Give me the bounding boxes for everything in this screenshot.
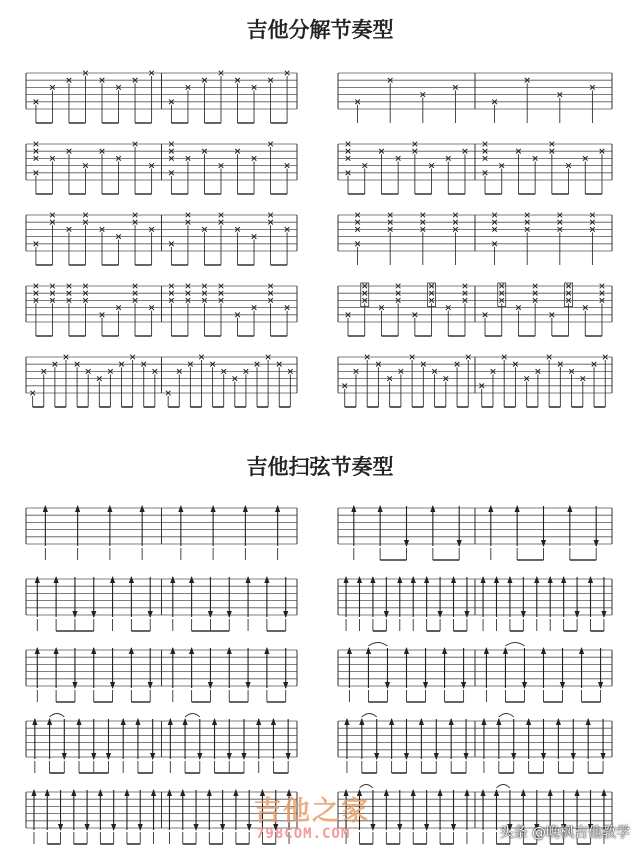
strum-up-arrow-head: [411, 576, 416, 583]
strum-up-arrow-head: [389, 718, 394, 725]
tie-arc: [496, 785, 509, 789]
strum-up-arrow-head: [588, 576, 593, 583]
strum-up-arrow-head: [397, 576, 402, 583]
strum-down-arrow-head: [241, 753, 246, 760]
tie-arc: [362, 714, 377, 718]
strum-down-arrow-head: [560, 682, 565, 689]
strum-up-arrow-head: [178, 505, 183, 512]
strum-down-arrow-head: [423, 682, 428, 689]
tie-arc: [368, 643, 387, 647]
strum-up-arrow-head: [54, 647, 59, 654]
strum-up-arrow-head: [129, 647, 134, 654]
tie-arc: [50, 714, 65, 718]
strum-up-arrow-head: [494, 576, 499, 583]
strum-up-arrow-head: [404, 647, 409, 654]
strum-down-arrow-head: [385, 682, 390, 689]
strum-up-arrow-head: [366, 647, 371, 654]
strum-up-arrow-head: [419, 718, 424, 725]
strum-down-arrow-head: [370, 824, 375, 831]
strum-down-arrow-head: [227, 753, 232, 760]
strum-down-arrow-head: [193, 824, 198, 831]
strum-down-arrow-head: [404, 753, 409, 760]
strum-up-arrow-head: [110, 576, 115, 583]
strum-up-arrow-head: [207, 789, 212, 796]
strum-down-arrow-head: [227, 611, 232, 618]
strum-up-arrow-head: [107, 505, 112, 512]
strum-up-arrow-head: [526, 718, 531, 725]
strum-down-arrow-head: [424, 824, 429, 831]
strum-up-arrow-head: [170, 576, 175, 583]
strum-down-arrow-head: [397, 824, 402, 831]
strum-down-arrow-head: [434, 753, 439, 760]
strum-up-arrow-head: [480, 789, 485, 796]
strum-up-arrow-head: [98, 789, 103, 796]
strum-up-arrow-head: [124, 789, 129, 796]
strum-up-arrow-head: [521, 789, 526, 796]
strum-up-arrow-head: [488, 505, 493, 512]
strum-down-arrow-head: [72, 682, 77, 689]
strum-up-arrow-head: [167, 789, 172, 796]
watermark-credit: 头条 @晚枫吉他教学: [499, 825, 630, 841]
strum-down-arrow-head: [247, 824, 252, 831]
strum-down-arrow-head: [197, 753, 202, 760]
strum-up-arrow-head: [507, 576, 512, 583]
strum-up-arrow-head: [494, 789, 499, 796]
strum-down-arrow-head: [522, 682, 527, 689]
strum-up-arrow-head: [31, 789, 36, 796]
strum-up-arrow-head: [561, 576, 566, 583]
strum-up-arrow-head: [47, 718, 52, 725]
strum-up-arrow-head: [496, 718, 501, 725]
strum-up-arrow-head: [32, 718, 37, 725]
strum-down-arrow-head: [437, 611, 442, 618]
strum-up-arrow-head: [480, 576, 485, 583]
strum-up-arrow-head: [548, 789, 553, 796]
strum-down-arrow-head: [286, 753, 291, 760]
strum-up-arrow-head: [71, 789, 76, 796]
strum-up-arrow-head: [189, 647, 194, 654]
strum-down-arrow-head: [451, 824, 456, 831]
strum-up-arrow-head: [135, 718, 140, 725]
strum-up-arrow-head: [515, 505, 520, 512]
strum-up-arrow-head: [378, 505, 383, 512]
strum-down-arrow-head: [208, 682, 213, 689]
strum-up-arrow-head: [481, 718, 486, 725]
strum-down-arrow-head: [283, 682, 288, 689]
strum-down-arrow-head: [72, 611, 77, 618]
strum-up-arrow-head: [586, 718, 591, 725]
strum-down-arrow-head: [58, 824, 63, 831]
strum-down-arrow-head: [220, 824, 225, 831]
tie-arc: [359, 785, 372, 789]
strum-up-arrow-head: [212, 718, 217, 725]
strum-down-arrow-head: [461, 682, 466, 689]
strum-up-arrow-head: [601, 789, 606, 796]
strum-up-arrow-head: [359, 718, 364, 725]
strum-down-arrow-head: [457, 540, 462, 547]
strum-up-arrow-head: [343, 576, 348, 583]
strum-up-arrow-head: [484, 647, 489, 654]
strum-up-arrow-head: [180, 789, 185, 796]
strum-up-arrow-head: [556, 718, 561, 725]
strum-down-arrow-head: [594, 540, 599, 547]
strum-down-arrow-head: [150, 753, 155, 760]
strum-up-arrow-head: [541, 647, 546, 654]
strum-down-arrow-head: [208, 611, 213, 618]
strum-up-arrow-head: [227, 647, 232, 654]
strum-down-arrow-head: [110, 682, 115, 689]
strum-down-arrow-head: [62, 753, 67, 760]
strum-down-arrow-head: [384, 611, 389, 618]
strum-up-arrow-head: [91, 647, 96, 654]
strum-up-arrow-head: [503, 647, 508, 654]
strum-down-arrow-head: [245, 682, 250, 689]
strum-up-arrow-head: [129, 576, 134, 583]
strum-up-arrow-head: [449, 718, 454, 725]
strum-up-arrow-head: [264, 576, 269, 583]
strum-up-arrow-head: [437, 789, 442, 796]
strum-up-arrow-head: [384, 789, 389, 796]
strum-up-arrow-head: [245, 576, 250, 583]
tie-arc: [185, 714, 200, 718]
strum-up-arrow-head: [534, 576, 539, 583]
strum-up-arrow-head: [347, 647, 352, 654]
strum-down-arrow-head: [148, 611, 153, 618]
strum-up-arrow-head: [579, 647, 584, 654]
strum-up-arrow-head: [189, 576, 194, 583]
strum-up-arrow-head: [411, 789, 416, 796]
strum-down-arrow-head: [601, 611, 606, 618]
strum-up-arrow-head: [370, 576, 375, 583]
strum-down-arrow-head: [91, 611, 96, 618]
strum-down-arrow-head: [600, 753, 605, 760]
strum-up-arrow-head: [451, 576, 456, 583]
strum-down-arrow-head: [598, 682, 603, 689]
strum-up-arrow-head: [233, 789, 238, 796]
strum-down-arrow-head: [464, 611, 469, 618]
strum-up-arrow-head: [35, 576, 40, 583]
strum-up-arrow-head: [75, 505, 80, 512]
strum-up-arrow-head: [275, 505, 280, 512]
strum-down-arrow-head: [404, 540, 409, 547]
strum-up-arrow-head: [168, 718, 173, 725]
strum-down-arrow-head: [521, 611, 526, 618]
strum-up-arrow-head: [351, 505, 356, 512]
strum-down-arrow-head: [106, 753, 111, 760]
strum-down-arrow-head: [111, 824, 116, 831]
strum-up-arrow-head: [54, 576, 59, 583]
strum-up-arrow-head: [357, 576, 362, 583]
strum-down-arrow-head: [148, 682, 153, 689]
strum-up-arrow-head: [271, 718, 276, 725]
section-title-arpeggio: 吉他分解节奏型: [246, 18, 394, 42]
strum-down-arrow-head: [541, 540, 546, 547]
strum-down-arrow-head: [374, 753, 379, 760]
strum-up-arrow-head: [121, 718, 126, 725]
strum-up-arrow-head: [45, 789, 50, 796]
strum-up-arrow-head: [442, 647, 447, 654]
strum-down-arrow-head: [541, 753, 546, 760]
tie-arc: [505, 643, 524, 647]
strum-up-arrow-head: [256, 718, 261, 725]
strum-up-arrow-head: [344, 718, 349, 725]
strum-up-arrow-head: [264, 647, 269, 654]
strum-down-arrow-head: [138, 824, 143, 831]
strum-up-arrow-head: [430, 505, 435, 512]
tie-arc: [499, 714, 514, 718]
strum-down-arrow-head: [91, 753, 96, 760]
strum-up-arrow-head: [140, 505, 145, 512]
strum-up-arrow-head: [574, 789, 579, 796]
strum-up-arrow-head: [211, 505, 216, 512]
strum-down-arrow-head: [85, 824, 90, 831]
strum-down-arrow-head: [463, 753, 468, 760]
strum-up-arrow-head: [35, 647, 40, 654]
strum-up-arrow-head: [243, 505, 248, 512]
strum-down-arrow-head: [574, 611, 579, 618]
strum-up-arrow-head: [76, 718, 81, 725]
section-title-strum: 吉他扫弦节奏型: [246, 455, 394, 479]
strum-up-arrow-head: [567, 505, 572, 512]
strum-up-arrow-head: [182, 718, 187, 725]
strum-down-arrow-head: [511, 753, 516, 760]
strum-up-arrow-head: [464, 789, 469, 796]
strum-up-arrow-head: [151, 789, 156, 796]
strum-up-arrow-head: [170, 647, 175, 654]
strum-up-arrow-head: [424, 576, 429, 583]
strum-down-arrow-head: [571, 753, 576, 760]
strum-up-arrow-head: [548, 576, 553, 583]
watermark-url: 798COM.COM: [256, 826, 351, 842]
watermark-logo-text: 吉他之家: [254, 796, 370, 827]
strum-down-arrow-head: [283, 611, 288, 618]
strum-up-arrow-head: [43, 505, 48, 512]
